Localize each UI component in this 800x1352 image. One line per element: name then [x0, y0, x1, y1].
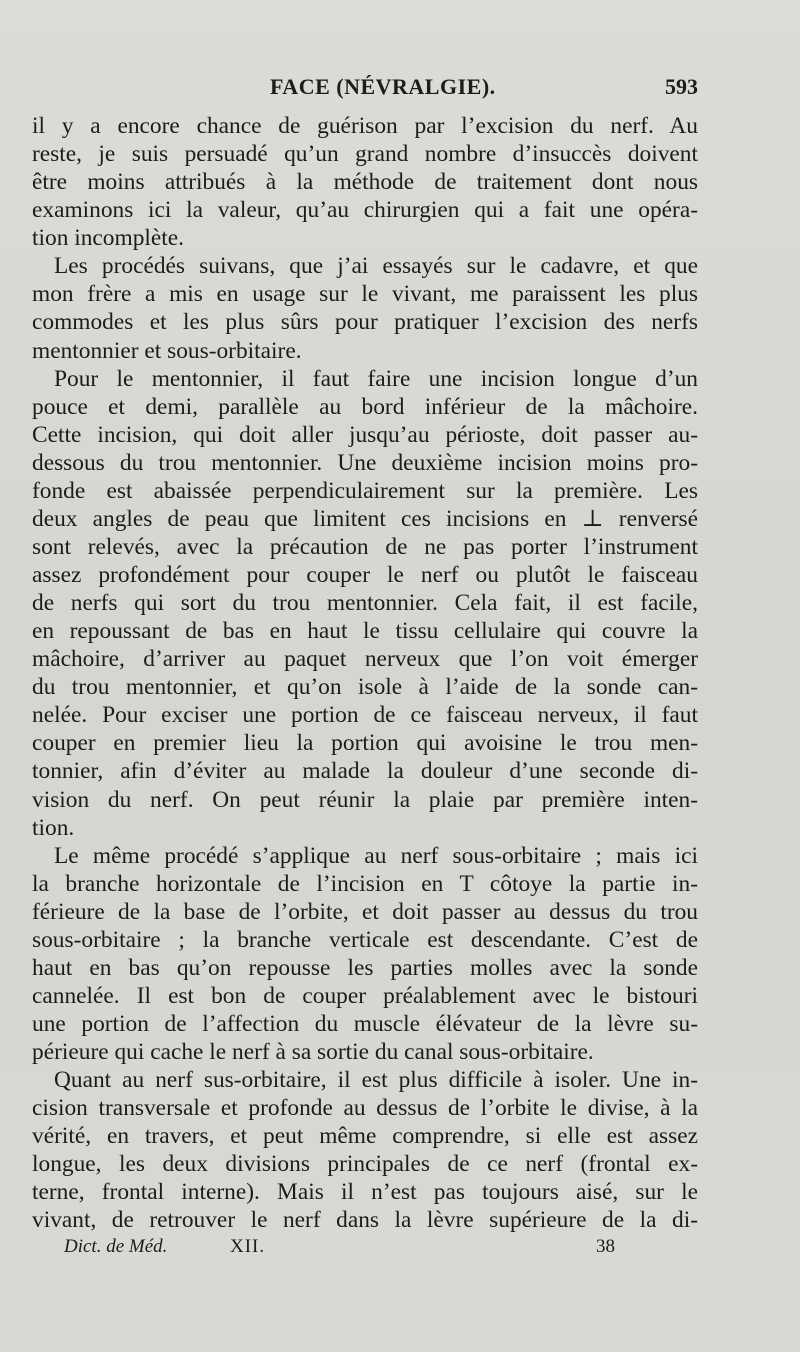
text-line: sous-orbitaire ; la branche verticale est descendante. C’est de [32, 926, 698, 953]
text-line: cannelée. Il est bon de couper préalablement avec le bistouri [32, 982, 698, 1009]
text-line: vérité, en travers, et peut même comprendre, si elle est assez [32, 1123, 698, 1150]
text-line: longue, les deux divisions principales de ce nerf (frontal ex- [32, 1151, 698, 1178]
text-line: cision transversale et profonde au dessus de l’orbite le divise, à la [32, 1095, 698, 1122]
signature-mark: Dict. de Méd. [64, 1236, 168, 1257]
volume-number: XII. [230, 1236, 266, 1257]
text-line: mentonnier et sous-orbitaire. [32, 337, 302, 364]
text-line: haut en bas qu’on repousse les parties molles avec la sonde [32, 954, 698, 981]
page-number: 593 [665, 74, 698, 99]
text-line: il y a encore chance de guérison par l’excision du nerf. Au [32, 113, 698, 139]
text-line: terne, frontal interne). Mais il n’est pas toujours aisé, sur le [32, 1179, 698, 1206]
text-line: deux angles de peau que limitent ces incisions en ⊥ renversé [32, 505, 698, 532]
text-line: tion. [32, 814, 75, 841]
text-line: sont relevés, avec la précaution de ne pas porter l’instrument [32, 533, 698, 560]
running-title: FACE (NÉVRALGIE). [270, 74, 496, 99]
sheet-number: 38 [596, 1236, 615, 1257]
text-line: férieure de la base de l’orbite, et doit passer au dessus du trou [32, 898, 698, 925]
text-line: examinons ici la valeur, qu’au chirurgien qui a fait une opéra- [32, 197, 698, 224]
text-line: une portion de l’affection du muscle élévateur de la lèvre su- [32, 1011, 698, 1037]
text-line: être moins attribués à la méthode de traitement dont nous [32, 169, 698, 196]
text-line: pouce et demi, parallèle au bord inférieur de la mâchoire. [32, 393, 698, 420]
text-line: mon frère a mis en usage sur le vivant, me paraissent les plus [32, 281, 698, 308]
text-line: reste, je suis persuadé qu’un grand nombre d’insuccès doivent [32, 141, 698, 168]
text-line: du trou mentonnier, et qu’on isole à l’aide de la sonde can- [32, 674, 698, 701]
text-line: de nerfs qui sort du trou mentonnier. Cela fait, il est facile, [32, 590, 698, 617]
page-footer [0, 1236, 800, 1266]
text-line: Les procédés suivans, que j’ai essayés sur le cadavre, et que [54, 253, 698, 280]
text-line: en repoussant de bas en haut le tissu cellulaire qui couvre la [32, 618, 698, 645]
text-line: dessous du trou mentonnier. Une deuxième incision moins pro- [32, 449, 698, 476]
text-line: nelée. Pour exciser une portion de ce faisceau nerveux, il faut [32, 702, 698, 729]
text-line: la branche horizontale de l’incision en T côtoye la partie in- [32, 870, 698, 897]
text-line: tonnier, afin d’éviter au malade la douleur d’une seconde di- [32, 758, 698, 785]
text-line: vivant, de retrouver le nerf dans la lèvre supérieure de la di- [32, 1207, 698, 1234]
body-text [32, 112, 698, 1235]
text-line: tion incomplète. [32, 225, 185, 252]
text-line: commodes et les plus sûrs pour pratiquer l’excision des nerfs [32, 309, 698, 336]
text-line: Cette incision, qui doit aller jusqu’au périoste, doit passer au- [32, 421, 698, 448]
page-header [0, 74, 800, 108]
text-line: couper en premier lieu la portion qui avoisine le trou men- [32, 730, 698, 757]
text-line: mâchoire, d’arriver au paquet nerveux que l’on voit émerger [32, 646, 698, 673]
text-line: périeure qui cache le nerf à sa sortie du canal sous-orbitaire. [32, 1039, 594, 1066]
text-line: Pour le mentonnier, il faut faire une incision longue d’un [54, 365, 698, 392]
text-line: vision du nerf. On peut réunir la plaie par première inten- [32, 786, 698, 813]
text-line: Quant au nerf sus-orbitaire, il est plus difficile à isoler. Une in- [54, 1067, 698, 1094]
text-line: Le même procédé s’applique au nerf sous-orbitaire ; mais ici [54, 842, 698, 869]
text-line: assez profondément pour couper le nerf ou plutôt le faisceau [32, 562, 698, 588]
text-line: fonde est abaissée perpendiculairement sur la première. Les [32, 477, 698, 504]
